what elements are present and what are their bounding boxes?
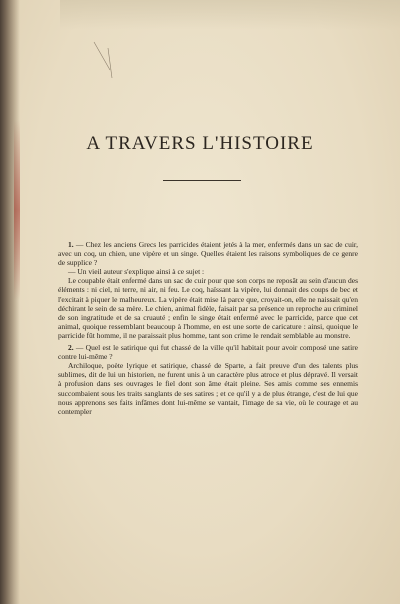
paper-stain (60, 0, 400, 30)
question-number: 1. (68, 240, 74, 249)
question-paragraph (58, 267, 358, 276)
paragraph-text: — Un vieil auteur s'explique ainsi à ce sujet : (68, 267, 205, 277)
book-spine (0, 0, 20, 604)
answer-paragraph (58, 361, 358, 416)
pencil-mark-icon (92, 40, 114, 80)
paragraph-text: Archiloque, poète lyrique et satirique, chassé de Sparte, a fait preuve d'un des talents plus sublimes, dit de lui un historien, ne furent unis à un caractère plus atroce et plus dépravé. Il versait à profusion dans ses ouvrages le fiel dont son âme était pleine. Ses amis comme ses ennemis succombaient sous les traits sanglants de ses satires ; et ce qu'il y a de plus étrange, c'est de lui que nous apprenons ses faits infâmes dont lui-même se vantait, l'image de sa vie, où le courage et au contempler (58, 361, 358, 416)
body-text (58, 240, 358, 416)
paragraph-text: — Chez les anciens Grecs les parricides étaient jetés à la mer, enfermés dans un sac de cuir, avec un coq, un chien, une vipère et un singe. Quelles étaient les raisons symboliques de ce genre de supplice ? (58, 240, 359, 268)
answer-paragraph (58, 276, 358, 340)
question-paragraph (58, 343, 358, 361)
paragraph-text: — Quel est le satirique qui fut chassé de la ville qu'il habitait pour avoir composé une satire contre lui-même ? (58, 343, 359, 362)
question-number: 2. (68, 343, 74, 353)
paragraph-text: Le coupable était enfermé dans un sac de cuir pour que son corps ne reposât au sein d'aucun des éléments : ni ciel, ni terre, ni air, ni feu. Le coq, haïssant la vipère, lui donnait des coups de bec et l'excitait à piquer le malheureux. La vipère était mise là parce que, croyait-on, elle ne naissait qu'en déchirant le sein de sa mère. Le chien, animal fidèle, faisait par sa présence un reproche au criminel de son ingratitude et de sa cruauté ; enfin le singe était enfermé avec le parricide, parce que cet animal, quoique ressemblant beaucoup à l'homme, en est une sorte de caricature : ainsi, quoique le parricide fût homme, il ne paraissait plus homme, tant son crime le rendait semblable au monstre. (58, 276, 358, 340)
title-rule (163, 180, 241, 181)
page-title: A TRAVERS L'HISTOIRE (86, 133, 314, 154)
question-paragraph (58, 240, 358, 267)
